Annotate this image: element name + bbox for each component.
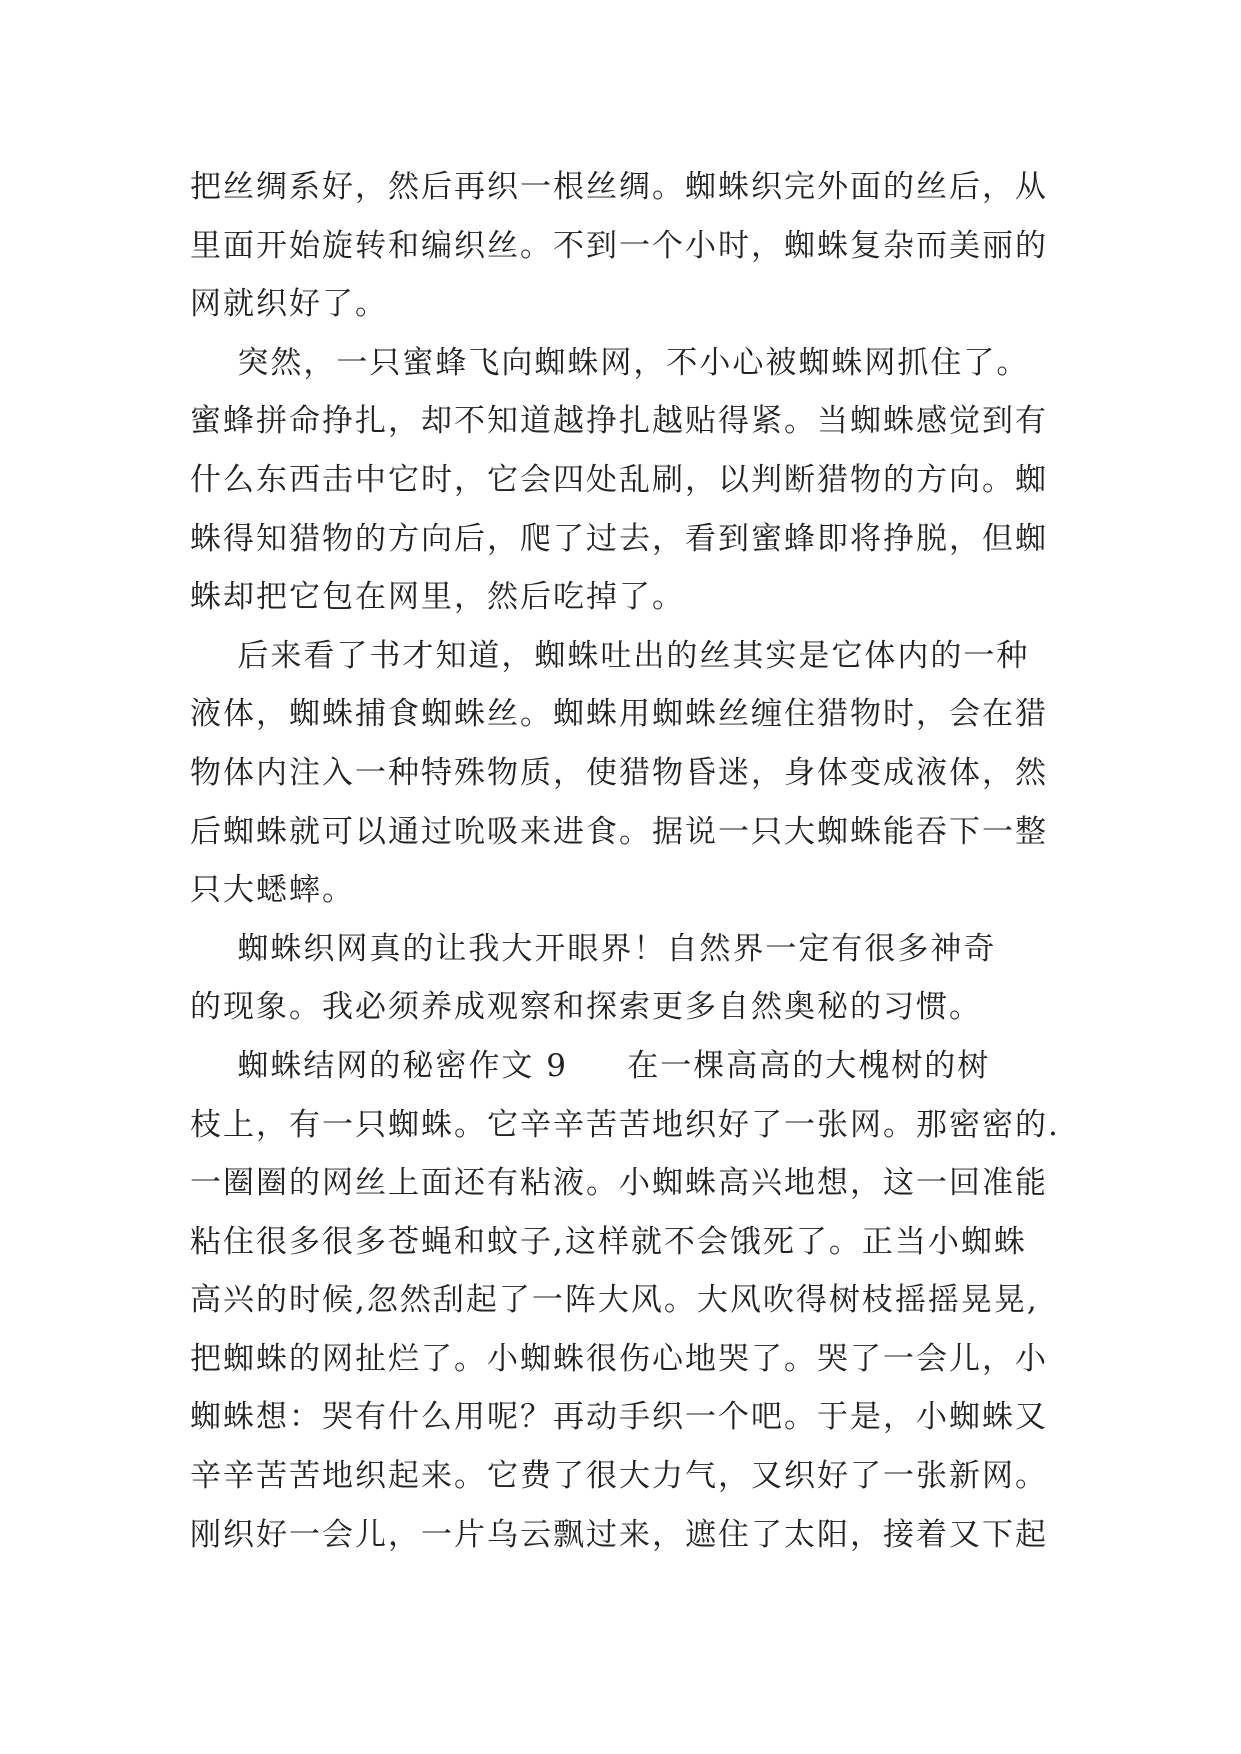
text-line: 物体内注入一种特殊物质，使猎物昏迷，身体变成液体，然 [190,754,1048,791]
text-line: 一圈圈的网丝上面还有粘液。小蜘蛛高兴地想，这一回准能 [190,1165,1048,1202]
text-line: 把蜘蛛的网扯烂了。小蜘蛛很伤心地哭了。哭了一会儿，小 [190,1340,1048,1377]
text-line: 辛辛苦苦地织起来。它费了很大力气，又织好了一张新网。 [190,1458,1048,1495]
essay-text [190,158,1070,1564]
text-line: 突然，一只蜜蜂飞向蜘蛛网，不小心被蜘蛛网抓住了。 [190,344,1030,381]
text-line: 后蜘蛛就可以通过吮吸来进食。据说一只大蜘蛛能吞下一整 [190,813,1048,850]
text-line: 高兴的时候,忽然刮起了一阵大风。大风吹得树枝摇摇晃晃, [190,1282,1039,1319]
text-line: 蜘蛛织网真的让我大开眼界！自然界一定有很多神奇 [190,930,997,967]
text-line: 蛛却把它包在网里，然后吃掉了。 [190,579,685,616]
text-line: 把丝绸系好，然后再织一根丝绸。蜘蛛织完外面的丝后，从 [190,169,1048,205]
text-line: 液体，蜘蛛捕食蜘蛛丝。蜘蛛用蜘蛛丝缠住猎物时，会在猎 [190,696,1048,733]
text-line: 蜘蛛结网的秘密作文 9 在一棵高高的大槐树的树 [190,1047,991,1084]
text-line: 只大蟋蟀。 [190,872,355,909]
text-line: 的现象。我必须养成观察和探索更多自然奥秘的习惯。 [190,989,982,1026]
text-line: 网就织好了。 [190,286,388,323]
text-line: 蛛得知猎物的方向后，爬了过去，看到蜜蜂即将挣脱，但蜘 [190,520,1048,557]
text-line: 蜜蜂拼命挣扎，却不知道越挣扎越贴得紧。当蜘蛛感觉到有 [190,403,1048,440]
text-line: 里面开始旋转和编织丝。不到一个小时，蜘蛛复杂而美丽的 [190,227,1048,264]
text-line: 枝上，有一只蜘蛛。它辛辛苦苦地织好了一张网。那密密的. [190,1106,1060,1143]
text-line: 蜘蛛想：哭有什么用呢？再动手织一个吧。于是，小蜘蛛又 [190,1399,1048,1436]
text-line: 什么东西击中它时，它会四处乱刷，以判断猎物的方向。蜘 [190,461,1048,498]
text-line: 刚织好一会儿，一片乌云飘过来，遮住了太阳，接着又下起 [190,1516,1048,1553]
text-line: 后来看了书才知道，蜘蛛吐出的丝其实是它体内的一种 [190,637,1030,674]
text-line: 粘住很多很多苍蝇和蚊子,这样就不会饿死了。正当小蜘蛛 [190,1223,1027,1260]
